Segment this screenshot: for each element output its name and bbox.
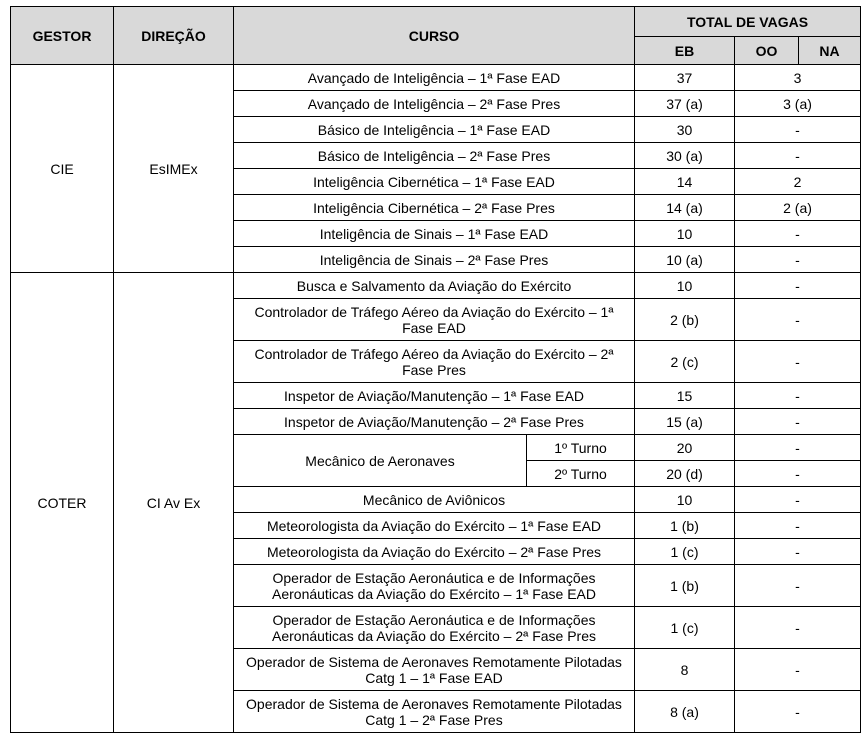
header-eb: EB bbox=[635, 37, 735, 65]
turno-cell: 1º Turno bbox=[527, 435, 635, 461]
curso-cell: Básico de Inteligência – 2ª Fase Pres bbox=[234, 143, 635, 169]
oo-na-cell: - bbox=[735, 409, 861, 435]
oo-na-cell: - bbox=[735, 513, 861, 539]
eb-cell: 10 bbox=[635, 487, 735, 513]
vagas-table bbox=[10, 6, 861, 733]
eb-cell: 1 (b) bbox=[635, 513, 735, 539]
eb-cell: 20 (d) bbox=[635, 461, 735, 487]
header-direcao: DIREÇÃO bbox=[114, 7, 234, 65]
oo-na-cell: - bbox=[735, 461, 861, 487]
curso-cell: Mecânico de Aviônicos bbox=[234, 487, 635, 513]
eb-cell: 2 (c) bbox=[635, 341, 735, 383]
oo-na-cell: 3 (a) bbox=[735, 91, 861, 117]
direcao-cell: CI Av Ex bbox=[114, 273, 234, 733]
eb-cell: 8 (a) bbox=[635, 691, 735, 733]
oo-na-cell: 3 bbox=[735, 65, 861, 91]
eb-cell: 20 bbox=[635, 435, 735, 461]
eb-cell: 15 (a) bbox=[635, 409, 735, 435]
oo-na-cell: - bbox=[735, 221, 861, 247]
curso-cell: Meteorologista da Aviação do Exército – 2ª Fase Pres bbox=[234, 539, 635, 565]
oo-na-cell: 2 bbox=[735, 169, 861, 195]
eb-cell: 1 (c) bbox=[635, 539, 735, 565]
curso-cell: Inteligência Cibernética – 1ª Fase EAD bbox=[234, 169, 635, 195]
curso-cell: Inteligência de Sinais – 1ª Fase EAD bbox=[234, 221, 635, 247]
direcao-cell: EsIMEx bbox=[114, 65, 234, 273]
eb-cell: 1 (b) bbox=[635, 565, 735, 607]
curso-cell: Operador de Sistema de Aeronaves Remotamente Pilotadas Catg 1 – 2ª Fase Pres bbox=[234, 691, 635, 733]
curso-cell: Operador de Estação Aeronáutica e de Informações Aeronáuticas da Aviação do Exército – 1ª Fase EAD bbox=[234, 565, 635, 607]
curso-cell: Operador de Estação Aeronáutica e de Informações Aeronáuticas da Aviação do Exército – 2ª Fase Pres bbox=[234, 607, 635, 649]
curso-cell: Controlador de Tráfego Aéreo da Aviação do Exército – 2ª Fase Pres bbox=[234, 341, 635, 383]
eb-cell: 2 (b) bbox=[635, 299, 735, 341]
eb-cell: 30 (a) bbox=[635, 143, 735, 169]
oo-na-cell: - bbox=[735, 143, 861, 169]
eb-cell: 15 bbox=[635, 383, 735, 409]
oo-na-cell: - bbox=[735, 649, 861, 691]
curso-cell: Básico de Inteligência – 1ª Fase EAD bbox=[234, 117, 635, 143]
curso-cell: Busca e Salvamento da Aviação do Exército bbox=[234, 273, 635, 299]
oo-na-cell: - bbox=[735, 539, 861, 565]
eb-cell: 30 bbox=[635, 117, 735, 143]
eb-cell: 37 (a) bbox=[635, 91, 735, 117]
curso-cell: Operador de Sistema de Aeronaves Remotamente Pilotadas Catg 1 – 1ª Fase EAD bbox=[234, 649, 635, 691]
oo-na-cell: - bbox=[735, 247, 861, 273]
eb-cell: 1 (c) bbox=[635, 607, 735, 649]
curso-cell: Controlador de Tráfego Aéreo da Aviação do Exército – 1ª Fase EAD bbox=[234, 299, 635, 341]
oo-na-cell: 2 (a) bbox=[735, 195, 861, 221]
eb-cell: 10 bbox=[635, 221, 735, 247]
curso-cell: Meteorologista da Aviação do Exército – 1ª Fase EAD bbox=[234, 513, 635, 539]
oo-na-cell: - bbox=[735, 565, 861, 607]
header-gestor: GESTOR bbox=[11, 7, 114, 65]
eb-cell: 10 bbox=[635, 273, 735, 299]
table-row bbox=[11, 273, 861, 299]
eb-cell: 14 bbox=[635, 169, 735, 195]
eb-cell: 8 bbox=[635, 649, 735, 691]
oo-na-cell: - bbox=[735, 117, 861, 143]
oo-na-cell: - bbox=[735, 383, 861, 409]
oo-na-cell: - bbox=[735, 273, 861, 299]
oo-na-cell: - bbox=[735, 435, 861, 461]
oo-na-cell: - bbox=[735, 341, 861, 383]
curso-cell: Inspetor de Aviação/Manutenção – 1ª Fase EAD bbox=[234, 383, 635, 409]
oo-na-cell: - bbox=[735, 299, 861, 341]
curso-cell: Avançado de Inteligência – 1ª Fase EAD bbox=[234, 65, 635, 91]
curso-cell: Inteligência Cibernética – 2ª Fase Pres bbox=[234, 195, 635, 221]
curso-cell: Avançado de Inteligência – 2ª Fase Pres bbox=[234, 91, 635, 117]
eb-cell: 10 (a) bbox=[635, 247, 735, 273]
turno-cell: 2º Turno bbox=[527, 461, 635, 487]
header-oo: OO bbox=[735, 37, 799, 65]
gestor-cell: COTER bbox=[11, 273, 114, 733]
curso-cell: Inteligência de Sinais – 2ª Fase Pres bbox=[234, 247, 635, 273]
table-row bbox=[11, 65, 861, 91]
oo-na-cell: - bbox=[735, 691, 861, 733]
gestor-cell: CIE bbox=[11, 65, 114, 273]
eb-cell: 14 (a) bbox=[635, 195, 735, 221]
oo-na-cell: - bbox=[735, 487, 861, 513]
curso-cell: Mecânico de Aeronaves bbox=[234, 435, 527, 487]
header-curso: CURSO bbox=[234, 7, 635, 65]
oo-na-cell: - bbox=[735, 607, 861, 649]
eb-cell: 37 bbox=[635, 65, 735, 91]
curso-cell: Inspetor de Aviação/Manutenção – 2ª Fase Pres bbox=[234, 409, 635, 435]
header-na: NA bbox=[799, 37, 861, 65]
header-total-vagas: TOTAL DE VAGAS bbox=[635, 7, 861, 37]
